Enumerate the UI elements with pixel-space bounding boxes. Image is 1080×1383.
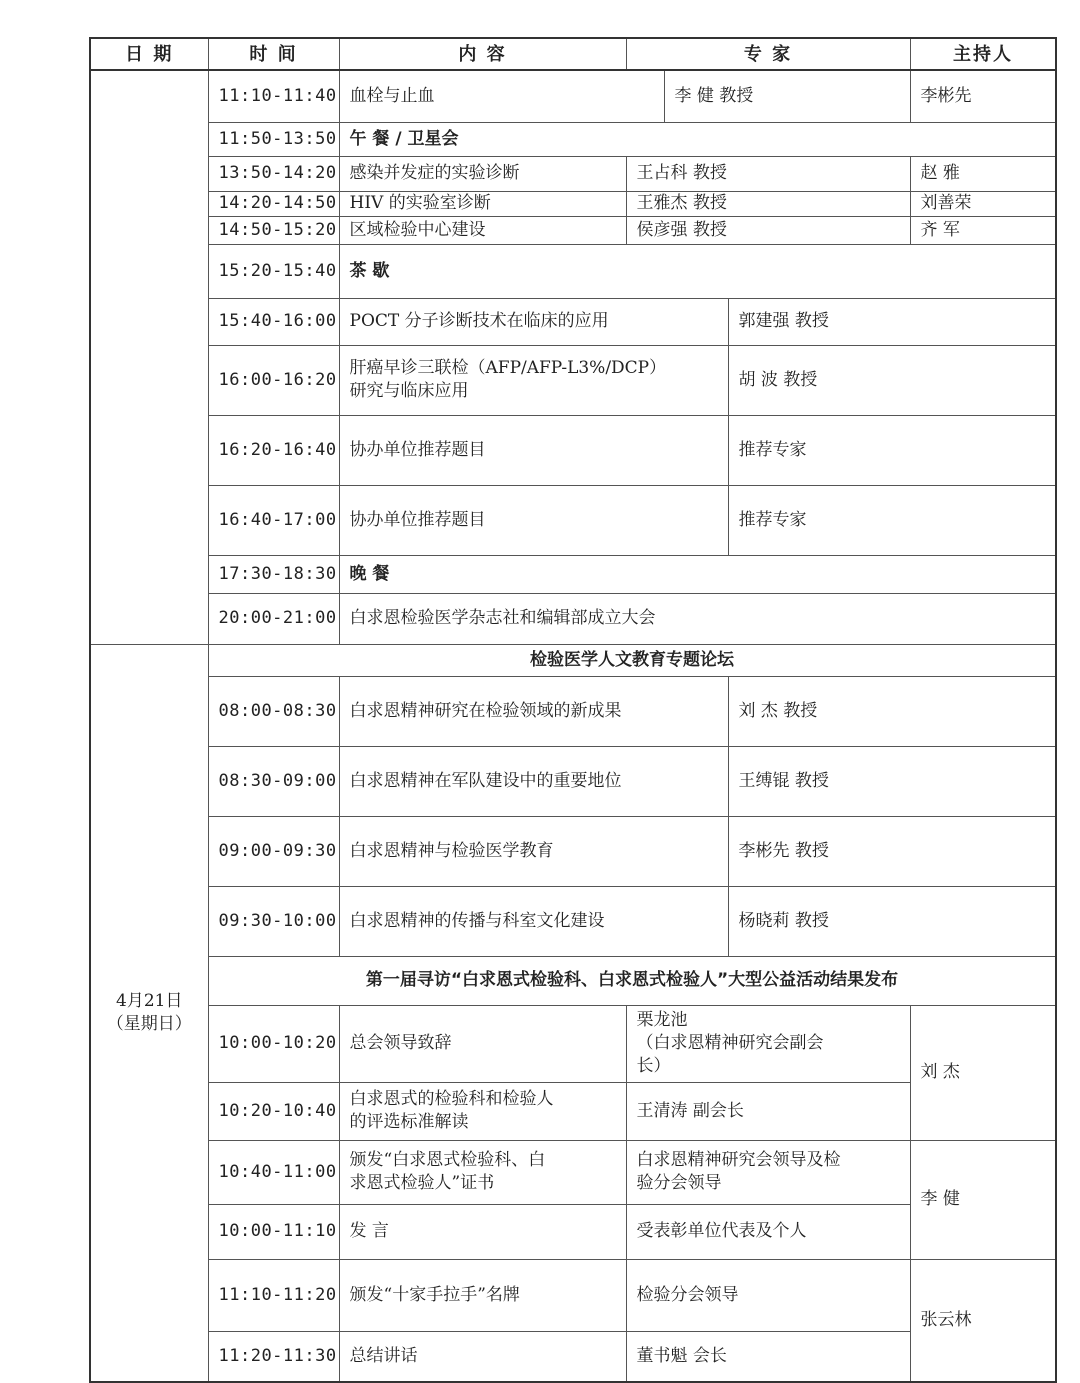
header-time: 时 间 — [208, 38, 339, 70]
header-date: 日 期 — [90, 38, 208, 70]
header-expert: 专 家 — [626, 38, 910, 70]
content-line: 求恩式检验人”证书 — [349, 1173, 495, 1193]
expert-line: 白求恩精神研究会领导及检 — [636, 1150, 841, 1170]
time-cell: 15:20-15:40 — [208, 244, 339, 298]
table-row — [90, 676, 1056, 746]
time-cell: 11:10-11:20 — [208, 1259, 339, 1331]
header-row — [90, 38, 1056, 70]
table-row — [90, 156, 1056, 191]
section-title: 检验医学人文教育专题论坛 — [208, 644, 1056, 676]
section-row — [90, 956, 1056, 1005]
table-row — [90, 1140, 1056, 1204]
time-cell: 16:40-17:00 — [208, 485, 339, 555]
content-cell: 发 言 — [339, 1204, 626, 1259]
content-cell — [339, 1140, 626, 1204]
time-cell: 14:50-15:20 — [208, 216, 339, 244]
content-cell: HIV 的实验室诊断 — [339, 191, 626, 216]
table-row — [90, 122, 1056, 156]
expert-cell: 郭建强 教授 — [728, 298, 1056, 345]
expert-cell: 刘 杰 教授 — [728, 676, 1056, 746]
expert-cell: 王占科 教授 — [626, 156, 910, 191]
host-cell: 齐 军 — [910, 216, 1056, 244]
expert-cell: 李 健 教授 — [664, 70, 910, 122]
content-line: 的评选标准解读 — [349, 1112, 469, 1132]
expert-line: 栗龙池 — [636, 1010, 688, 1030]
expert-cell: 胡 波 教授 — [728, 345, 1056, 415]
content-cell: POCT 分子诊断技术在临床的应用 — [339, 298, 728, 345]
table-row — [90, 816, 1056, 886]
content-cell: 白求恩检验医学杂志社和编辑部成立大会 — [339, 593, 1056, 644]
time-cell: 10:40-11:00 — [208, 1140, 339, 1204]
expert-cell — [626, 1140, 910, 1204]
time-cell: 08:30-09:00 — [208, 746, 339, 816]
expert-line: 验分会领导 — [636, 1173, 722, 1193]
expert-line: 长） — [636, 1056, 671, 1076]
table-row — [90, 746, 1056, 816]
expert-cell: 推荐专家 — [728, 415, 1056, 485]
time-cell: 10:00-11:10 — [208, 1204, 339, 1259]
content-cell: 颁发“十家手拉手”名牌 — [339, 1259, 626, 1331]
table-row — [90, 485, 1056, 555]
table-row — [90, 1259, 1056, 1331]
table-row — [90, 244, 1056, 298]
expert-cell: 王清涛 副会长 — [626, 1082, 910, 1140]
content-cell: 白求恩精神在军队建设中的重要地位 — [339, 746, 728, 816]
expert-cell: 推荐专家 — [728, 485, 1056, 555]
break-cell: 晚 餐 — [339, 555, 1056, 593]
section-title: 第一届寻访“白求恩式检验科、白求恩式检验人”大型公益活动结果发布 — [208, 956, 1056, 1005]
content-line: 白求恩式的检验科和检验人 — [349, 1089, 554, 1109]
time-cell: 11:50-13:50 — [208, 122, 339, 156]
break-cell: 茶 歇 — [339, 244, 1056, 298]
date-cell-day2 — [90, 644, 208, 1382]
content-cell: 白求恩精神与检验医学教育 — [339, 816, 728, 886]
date-line: （星期日） — [106, 1013, 192, 1034]
time-cell: 13:50-14:20 — [208, 156, 339, 191]
content-cell: 总结讲话 — [339, 1331, 626, 1382]
time-cell: 08:00-08:30 — [208, 676, 339, 746]
host-cell: 李 健 — [910, 1140, 1056, 1259]
time-cell: 10:20-10:40 — [208, 1082, 339, 1140]
table-row — [90, 1005, 1056, 1082]
expert-cell: 检验分会领导 — [626, 1259, 910, 1331]
expert-line: （白求恩精神研究会副会 — [636, 1033, 824, 1053]
content-cell: 血栓与止血 — [339, 70, 664, 122]
header-host: 主持人 — [910, 38, 1056, 70]
expert-cell: 董书魁 会长 — [626, 1331, 910, 1382]
break-cell: 午 餐 / 卫星会 — [339, 122, 1056, 156]
time-cell: 17:30-18:30 — [208, 555, 339, 593]
expert-cell: 李彬先 教授 — [728, 816, 1056, 886]
expert-cell: 王缚锟 教授 — [728, 746, 1056, 816]
table-row — [90, 70, 1056, 122]
table-row — [90, 191, 1056, 216]
time-cell: 11:20-11:30 — [208, 1331, 339, 1382]
host-cell: 刘 杰 — [910, 1005, 1056, 1140]
table-row — [90, 345, 1056, 415]
time-cell: 11:10-11:40 — [208, 70, 339, 122]
schedule-table — [89, 37, 1057, 1383]
expert-cell: 侯彦强 教授 — [626, 216, 910, 244]
table-row — [90, 593, 1056, 644]
time-cell: 15:40-16:00 — [208, 298, 339, 345]
table-row — [90, 216, 1056, 244]
time-cell: 14:20-14:50 — [208, 191, 339, 216]
content-line: 研究与临床应用 — [349, 381, 469, 401]
expert-cell — [626, 1005, 910, 1082]
expert-cell: 受表彰单位代表及个人 — [626, 1204, 910, 1259]
host-cell: 李彬先 — [910, 70, 1056, 122]
content-line: 肝癌早诊三联检（AFP/AFP-L3%/DCP） — [349, 358, 667, 378]
content-cell: 白求恩精神研究在检验领域的新成果 — [339, 676, 728, 746]
table-row — [90, 415, 1056, 485]
time-cell: 20:00-21:00 — [208, 593, 339, 644]
content-line: 颁发“白求恩式检验科、白 — [349, 1150, 546, 1170]
date-line: 4月21日 — [116, 990, 183, 1011]
time-cell: 16:20-16:40 — [208, 415, 339, 485]
table-row — [90, 555, 1056, 593]
content-cell — [339, 345, 728, 415]
time-cell: 10:00-10:20 — [208, 1005, 339, 1082]
time-cell: 16:00-16:20 — [208, 345, 339, 415]
content-cell — [339, 1082, 626, 1140]
content-cell: 总会领导致辞 — [339, 1005, 626, 1082]
expert-cell: 王雅杰 教授 — [626, 191, 910, 216]
host-cell: 刘善荣 — [910, 191, 1056, 216]
section-row — [90, 644, 1056, 676]
content-cell: 区域检验中心建设 — [339, 216, 626, 244]
header-content: 内 容 — [339, 38, 626, 70]
time-cell: 09:30-10:00 — [208, 886, 339, 956]
content-cell: 感染并发症的实验诊断 — [339, 156, 626, 191]
table-row — [90, 886, 1056, 956]
content-cell: 白求恩精神的传播与科室文化建设 — [339, 886, 728, 956]
host-cell: 张云林 — [910, 1259, 1056, 1382]
time-cell: 09:00-09:30 — [208, 816, 339, 886]
content-cell: 协办单位推荐题目 — [339, 415, 728, 485]
table-row — [90, 298, 1056, 345]
host-cell: 赵 雅 — [910, 156, 1056, 191]
expert-cell: 杨晓莉 教授 — [728, 886, 1056, 956]
content-cell: 协办单位推荐题目 — [339, 485, 728, 555]
date-cell-day1 — [90, 70, 208, 644]
